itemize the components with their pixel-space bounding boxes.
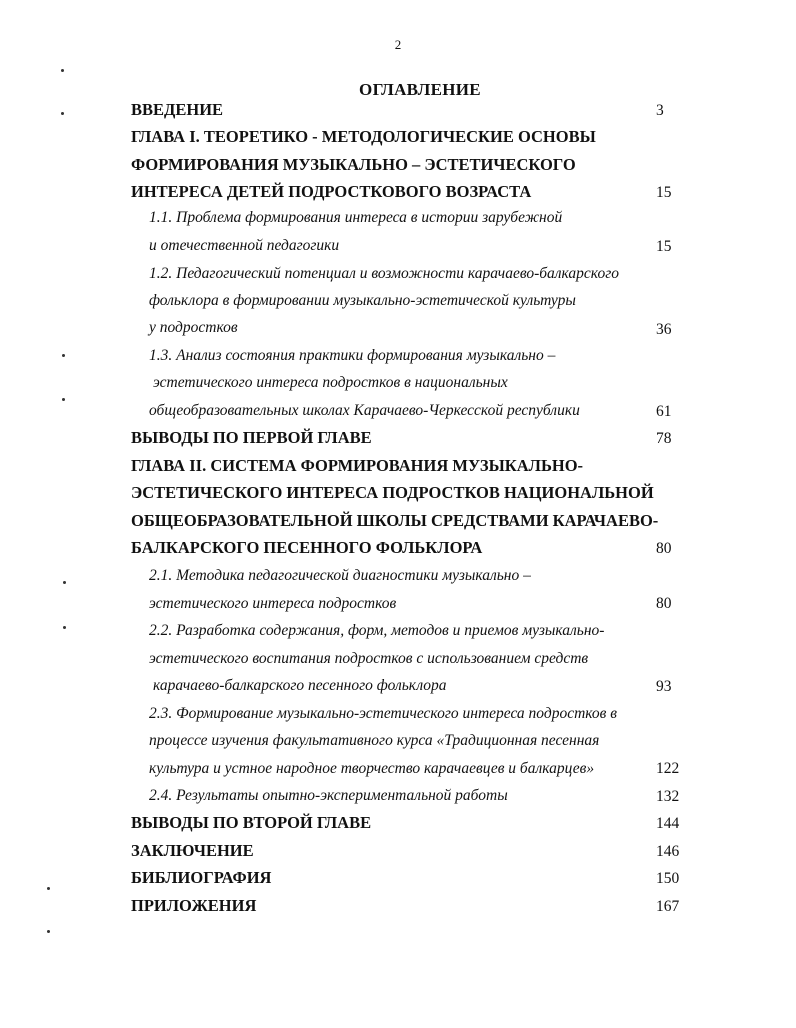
toc-section-2-2: 2.2. Разработка содержания, форм, методов и приемов музыкально- bbox=[149, 622, 605, 639]
toc-chapter-2-heading: БАЛКАРСКОГО ПЕСЕННОГО ФОЛЬКЛОРА bbox=[131, 538, 483, 557]
toc-page-number: 61 bbox=[656, 403, 672, 420]
scan-speck bbox=[62, 398, 65, 401]
toc-title: ОГЛАВЛЕНИЕ bbox=[359, 80, 481, 99]
toc-section-1-1: 1.1. Проблема формирования интереса в истории зарубежной bbox=[149, 209, 563, 226]
toc-page-number: 150 bbox=[656, 870, 680, 887]
toc-section-1-2: у подростков bbox=[149, 319, 238, 336]
scan-speck bbox=[47, 930, 50, 933]
toc-section-2-3: 2.3. Формирование музыкально-эстетического интереса подростков в bbox=[149, 705, 618, 722]
toc-section-2-1: эстетического интереса подростков bbox=[149, 595, 397, 612]
toc-chapter-2-heading: ГЛАВА II. СИСТЕМА ФОРМИРОВАНИЯ МУЗЫКАЛЬНО- bbox=[131, 456, 584, 475]
toc-section-1-2: 1.2. Педагогический потенциал и возможности карачаево-балкарского bbox=[149, 265, 620, 282]
toc-page-number: 146 bbox=[656, 843, 680, 860]
toc-entry-introduction: ВВЕДЕНИЕ bbox=[131, 100, 224, 119]
toc-conclusion: ЗАКЛЮЧЕНИЕ bbox=[131, 841, 254, 860]
toc-appendices: ПРИЛОЖЕНИЯ bbox=[131, 896, 257, 915]
toc-page-number: 15 bbox=[656, 238, 672, 255]
scan-speck bbox=[63, 626, 66, 629]
toc-bibliography: БИБЛИОГРАФИЯ bbox=[131, 868, 272, 887]
toc-page-number: 144 bbox=[656, 815, 680, 832]
toc-page-number: 36 bbox=[656, 321, 672, 338]
toc-section-2-3: культура и устное народное творчество карачаевцев и балкарцев» bbox=[149, 760, 595, 777]
toc-page-number: 80 bbox=[656, 595, 672, 612]
toc-page-number: 132 bbox=[656, 788, 680, 805]
toc-section-1-3: 1.3. Анализ состояния практики формирования музыкально – bbox=[149, 347, 556, 364]
toc-conclusions-chapter-2: ВЫВОДЫ ПО ВТОРОЙ ГЛАВЕ bbox=[131, 813, 372, 832]
toc-section-2-2: эстетического воспитания подростков с использованием средств bbox=[149, 650, 589, 667]
page-number: 2 bbox=[394, 37, 402, 52]
toc-chapter-2-heading: ОБЩЕОБРАЗОВАТЕЛЬНОЙ ШКОЛЫ СРЕДСТВАМИ КАРАЧАЕВО- bbox=[131, 511, 659, 530]
toc-page-number: 122 bbox=[656, 760, 680, 777]
toc-page-number: 15 bbox=[656, 184, 672, 201]
toc-section-1-3: общеобразовательных школах Карачаево-Черкесской республики bbox=[149, 402, 580, 419]
toc-section-1-3: эстетического интереса подростков в национальных bbox=[153, 374, 508, 391]
toc-section-2-2: карачаево-балкарского песенного фольклора bbox=[153, 677, 447, 694]
toc-page-number: 3 bbox=[656, 102, 664, 119]
toc-section-1-2: фольклора в формировании музыкально-эстетической культуры bbox=[149, 292, 576, 309]
toc-section-2-1: 2.1. Методика педагогической диагностики музыкально – bbox=[149, 567, 531, 584]
toc-chapter-1-heading: ФОРМИРОВАНИЯ МУЗЫКАЛЬНО – ЭСТЕТИЧЕСКОГО bbox=[131, 155, 576, 174]
toc-chapter-2-heading: ЭСТЕТИЧЕСКОГО ИНТЕРЕСА ПОДРОСТКОВ НАЦИОНАЛЬНОЙ bbox=[131, 483, 654, 502]
scan-speck bbox=[63, 581, 66, 584]
toc-section-2-4: 2.4. Результаты опытно-экспериментальной работы bbox=[149, 787, 508, 804]
scan-speck bbox=[61, 112, 64, 115]
toc-conclusions-chapter-1: ВЫВОДЫ ПО ПЕРВОЙ ГЛАВЕ bbox=[131, 428, 372, 447]
toc-chapter-1-heading: ИНТЕРЕСА ДЕТЕЙ ПОДРОСТКОВОГО ВОЗРАСТА bbox=[131, 182, 532, 201]
toc-chapter-1-heading: ГЛАВА I. ТЕОРЕТИКО - МЕТОДОЛОГИЧЕСКИЕ ОСНОВЫ bbox=[131, 127, 596, 146]
toc-page-number: 78 bbox=[656, 430, 672, 447]
toc-section-2-3: процессе изучения факультативного курса «Традиционная песенная bbox=[149, 732, 600, 749]
toc-page-number: 167 bbox=[656, 898, 680, 915]
scan-speck bbox=[62, 354, 65, 357]
toc-page-number: 93 bbox=[656, 678, 672, 695]
scan-speck bbox=[61, 69, 64, 72]
toc-page-number: 80 bbox=[656, 540, 672, 557]
toc-section-1-1: и отечественной педагогики bbox=[149, 237, 340, 254]
scan-speck bbox=[47, 887, 50, 890]
